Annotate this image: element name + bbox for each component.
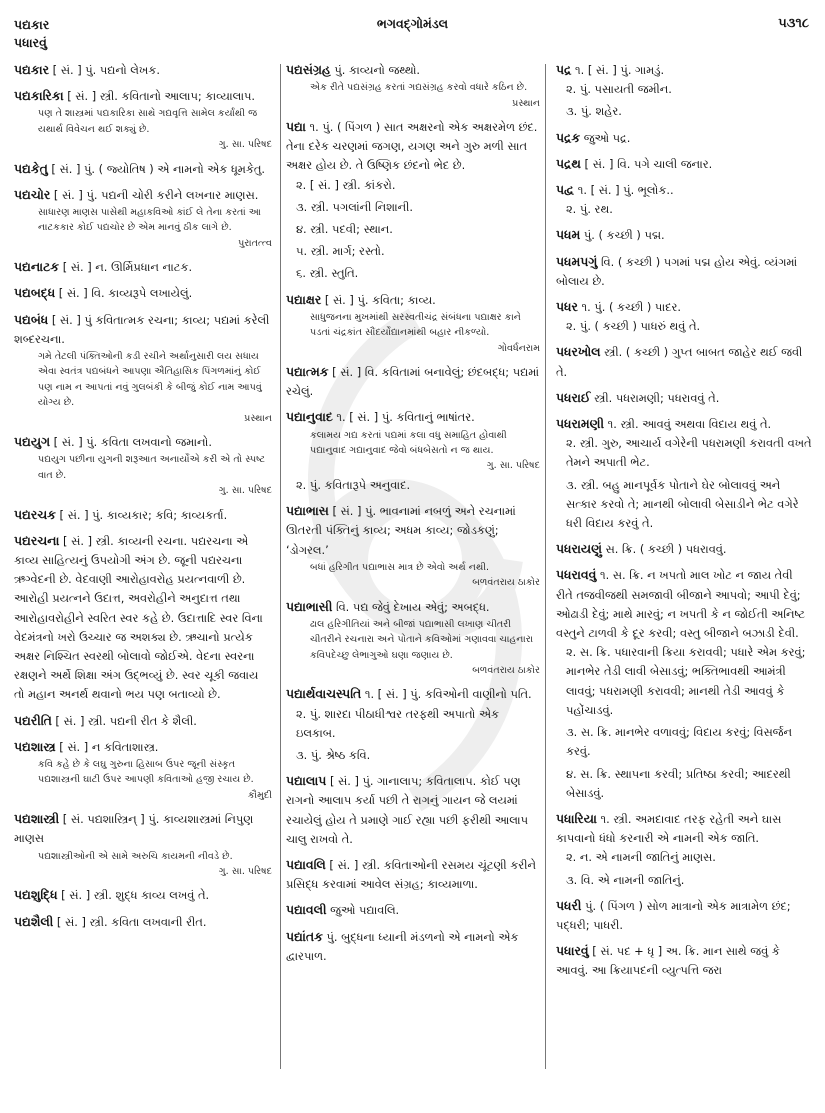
headword: પદ્યાવલિ	[286, 856, 326, 872]
dictionary-entry	[556, 809, 812, 890]
dictionary-entry	[556, 225, 812, 245]
column-3	[556, 60, 812, 987]
quote-text: ઢાલ હરિગીતિયાં અને બીજાં પદ્યાભાસી લખાણ ચીતરી ચીતરીને રચનારા અને પોતાને કવિઓમાં ગણાવવા ચાહનારા કવિપદેચ્છુ લેભાગુઓ ઘણા જણાય છે.	[310, 618, 534, 661]
dictionary-entry	[556, 539, 812, 559]
dictionary-entry	[286, 771, 540, 849]
headword: પધમપગું	[556, 253, 598, 269]
headword: પદ્યકારિકા	[14, 88, 64, 104]
definition: [ સં. ] પું કવિતાત્મક રચના; કાવ્ય; પદ્યમાં કરેલી શબ્દરચના.	[14, 312, 270, 346]
sense: ૨. [ સં. ] સ્ત્રી. કાંકરો.	[296, 177, 396, 192]
definition: જુઓ પદ્ર.	[583, 130, 631, 145]
definition: ૧. [ સં. ] પું. ભૂલોક..	[577, 183, 674, 198]
quote-text: પદ્યયુગ પછીના યુગની શરૂઆત અનાર્યોએ કરી એ તો સ્પષ્ટ વાત છે.	[38, 454, 266, 481]
definition: ૧. સ્ત્રી. આવવું અથવા વિદાય થવું તે.	[607, 417, 772, 432]
sense: ૩. સ્ત્રી. બહુ માનપૂર્વક પોતાને ઘેર બોલાવવું અને સત્કાર કરવો તે; માનથી બોલાવી બેસાડીને ભેટ વગેરે ધરી વિદાય કરવું તે.	[566, 477, 799, 531]
sense: ૨. પું. રથ.	[566, 202, 613, 217]
usage-quote	[14, 349, 272, 426]
definition: [ સં. ] પું. પદ્યની ચોરી કરીને લખનાર માણસ.	[53, 187, 259, 202]
dictionary-entry	[286, 855, 540, 894]
dictionary-entry	[14, 283, 272, 303]
headword: પદ્યબંધ	[14, 311, 49, 327]
column-divider	[280, 64, 281, 1069]
usage-quote	[14, 757, 272, 803]
sense: ૨. સ. ક્રિ. પધારવાની ક્રિયા કરાવવી; પધારે એમ કરવું; માનભેર તેડી લાવી બેસાડવું; ભક્તિભાવથી આમંત્રી લાવવું; પધરામણી કરાવવી; માનથી તેડી આવવું કે પહોંચાડવું.	[566, 645, 806, 717]
dictionary-entry	[14, 159, 272, 179]
headword: પદ્યશાસ્ત્રી	[14, 811, 60, 827]
dictionary-entry	[556, 342, 812, 381]
headword: પદ્યશુદ્ધિ	[14, 887, 58, 903]
definition: પું. બુદ્ધના ધ્યાની મંડળનો એ નામનો એક દ્વારપાળ.	[286, 929, 519, 963]
headword: પદ્યરીતિ	[14, 712, 52, 728]
sense: ૨. સ્ત્રી. ગુરુ, આચાર્ય વગેરેની પધરામણી કરાવતી વખતે તેમને અપાતી ભેટ.	[566, 436, 812, 470]
sense: ૩. પું. શહેર.	[566, 104, 622, 119]
dictionary-entry	[286, 684, 540, 765]
definition: સ્ત્રી. પધરામણી; પધરાવવું તે.	[594, 390, 720, 405]
sense: ૩. સ્ત્રી. પગલાંની નિશાની.	[296, 199, 414, 214]
headword: પદ્યકાર	[14, 62, 50, 77]
definition: જુઓ પદ્યાવલિ.	[330, 903, 400, 918]
quote-text: સાધુજનના મુખમાંથી સરસ્વતીચંદ્ર સંબંધના પદ્યાક્ષર કાને પડતાં ચંદ્રકાંત સૌંદર્યોદ્યાનમાંથી બહાર નીકળ્યો.	[310, 311, 521, 339]
quote-source: કૌમુદી	[247, 789, 272, 801]
usage-quote	[14, 205, 272, 251]
headword: પદ્ર	[556, 62, 572, 77]
dictionary-entry	[14, 310, 272, 426]
quote-text: ગમે તેટલી પંક્તિઓની કડી રચીને અર્થાનુસારી લય સધાય એવા સ્વતંત્ર પદ્યબંધને આપણા ઐતિહાસિક પિંગળમાંનું કોઈ પણ નામ ન આપતાં નવું ગુલબંકી કે બીજું કોઈ નામ આપવું યોગ્ય છે.	[38, 351, 262, 409]
headword: પદ્યાક્ષર	[286, 291, 322, 307]
sense: ૩. સ. ક્રિ. માનભેર વળાવવું; વિદાય કરવું; વિસર્જન કરવું.	[566, 725, 792, 759]
dictionary-entry	[556, 414, 812, 533]
dictionary-entry	[286, 290, 540, 356]
quote-source: પુરાતત્ત્વ	[238, 237, 272, 249]
definition: [ સં. ] સ્ત્રી. કવિતાનો આલાપ; કાવ્યાલાપ.	[67, 89, 256, 104]
usage-quote	[286, 617, 540, 679]
headword: પદ્યબદ્ધ	[14, 285, 56, 301]
quote-text: પણ તે શાસ્ત્રમાં પદ્યકારિકા સાથે ગદ્યવૃત્તિ સામેલ કર્યાંથી જ યથાર્થ વિવેચન થઈ શક્યું છે.	[38, 108, 258, 135]
column-2	[286, 60, 540, 972]
definition: [ સં. પદ્યશાસ્ત્રિન્ ] પું. કાવ્યશાસ્ત્રમાં નિપુણ માણસ	[14, 812, 254, 846]
dictionary-entry	[286, 501, 540, 590]
dictionary-entry	[556, 388, 812, 408]
usage-quote	[286, 560, 540, 591]
headword: પદ્યાલાપ	[286, 773, 327, 789]
quote-source: પ્રસ્થાન	[244, 412, 272, 424]
definition: [ સં. ] ન. ઊર્મિપ્રધાન નાટક.	[62, 260, 193, 275]
dictionary-title: ભગવદ્ગોમંડલ	[376, 16, 449, 31]
quote-text: સાધારણ માણસ પાસેથી મહાકવિઓ કાંઈ લે તેના કરતાં આ નાટકકાર કોઈ પદ્યચોર છે એમ માનવું ઠીક લાગે છે.	[38, 207, 262, 234]
usage-quote	[286, 80, 540, 111]
definition: સ્ત્રી. ( કચ્છી ) ગુપ્ત બાબત જાહેર થઈ જવી તે.	[556, 345, 803, 379]
usage-quote	[14, 106, 272, 152]
definition: [ સં. ] પું. કાવ્યકાર; કવિ; કાવ્યકર્તા.	[59, 507, 228, 522]
page-header	[0, 0, 825, 56]
headword: પધારિયા	[556, 810, 597, 826]
headword: પધરી	[556, 897, 582, 913]
dictionary-entry	[556, 128, 812, 148]
headword: પદ્યાભાસી	[286, 598, 333, 614]
headword: પદ્યાત્મક	[286, 364, 329, 380]
dictionary-entry	[286, 60, 540, 111]
quote-source: ગુ. સા. પરિષદ	[486, 460, 540, 472]
dictionary-entry	[286, 362, 540, 401]
dictionary-entry	[286, 407, 540, 495]
quote-source: બળવંતરાય ઠાકોર	[472, 664, 540, 676]
headword: પદ્રક	[556, 129, 581, 145]
headword: પધરખોલ	[556, 344, 601, 360]
definition: [ સં. પદ + ધૃ ] અ. ક્રિ. માન સાથે જવું કે આવવું. આ ક્રિયાપદની વ્યુત્પત્તિ જરા	[556, 944, 780, 978]
dictionary-entry	[14, 257, 272, 277]
dictionary-entry	[14, 809, 272, 879]
headword: પધરાઈ	[556, 389, 591, 405]
definition: વિ. પદ્ય જેવું દેખાય એવું; અબદ્ધ.	[336, 599, 490, 614]
headword: પદ્યાનુવાદ	[286, 409, 333, 425]
headword: પદ્યાર્થવાચસ્પતિ	[286, 686, 362, 702]
dictionary-entry	[556, 297, 812, 336]
dictionary-entry	[14, 432, 272, 498]
sense: ૫. સ્ત્રી. માર્ગ; રસ્તો.	[296, 244, 385, 259]
quote-source: બળવંતરાય ઠાકોર	[472, 577, 540, 589]
headword: પદ્યયુગ	[14, 434, 51, 450]
sense: ૩. પું. શ્રેષ્ઠ કવિ.	[296, 747, 371, 762]
headword: પદ્યાભાસ	[286, 503, 329, 519]
definition: [ સં. ] સ્ત્રી. કવિતાઓની રસમય ચૂંટણી કરીને પ્રસિદ્ધ કરવામાં આવેલ સંગ્રહ; કાવ્યમાળા.	[286, 857, 536, 892]
sense: ૨. પું. કવિતારૂપે અનુવાદ.	[296, 477, 411, 492]
definition: ૧. [ સં. ] પું. કવિતાનું ભાષાંતર.	[336, 410, 475, 425]
guide-word-first: પદ્યકાર	[14, 17, 50, 32]
page-number: ૫૩૧૮	[778, 16, 809, 31]
definition: પું. ( પિંગળ ) સોળ માત્રાનો એક માત્રામેળ છંદ; પદ્ધરી; પાધરી.	[556, 898, 791, 932]
definition: ૧. [ સં. ] પું. કવિઓની વાણીનો પતિ.	[364, 687, 532, 702]
usage-quote	[14, 849, 272, 880]
definition: [ સં. ] વિ. કવિતામાં બનાવેલું; છંદબદ્ધ; પદ્યમાં રચેલું.	[286, 365, 540, 399]
quote-text: બધાં હરિગીત પદ્યાભાસ માત્ર છે એવો અર્થ નથી.	[310, 561, 490, 573]
column-divider	[545, 64, 546, 1069]
quote-source: ગુ. સા. પરિષદ	[218, 865, 272, 877]
headword: પદ્યચોર	[14, 186, 51, 202]
usage-quote	[286, 428, 540, 474]
dictionary-entry	[14, 885, 272, 905]
headword: પદ્યસંગ્રહ	[286, 62, 331, 77]
definition: ૧. સ્ત્રી. અમદાવાદ તરફ રહેતી અને ઘાસ કાપવાનો ધંધો કરનારી એ નામની એક જાતિ.	[556, 811, 782, 846]
headword: પધરામણી	[556, 416, 605, 432]
definition: [ સં. ] સ્ત્રી. કાવ્યની રચના. પદ્યરચના એ કાવ્ય સાહિત્યનું ઉપયોગી અંગ છે. જૂની પદ્યરચના ઋગ્વેદની છે. વેદવાણી આરોહાવરોહ પ્રયત્નવાળી છે. આરોહી પ્રયત્નને ઉદાત્ત, અવરોહીને અનુદાત્ત તથા આરોહાવરોહીને સ્વરિત સ્વર કહે છે. ઉદાત્તાદિ સ્વર વિના વેદમંત્રનો ખરો ઉચ્ચાર જ અશક્ય છે. ઋચાનો પ્રત્યેક અક્ષર નિશ્ચિત સ્વરથી બોલાવો જોઈએ. વેદના સ્વરના રક્ષણને અર્થે શિક્ષા અંગ ઉદ્ભવ્યું છે. સ્વર ચૂકી જવાય તો મહાન અનર્થ થવાનો ભય પણ બતાવ્યો છે.	[14, 533, 263, 702]
dictionary-entry	[556, 154, 812, 174]
column-1	[14, 60, 272, 938]
dictionary-entry	[286, 597, 540, 679]
headword: પદ્યરચક	[14, 506, 56, 522]
definition: [ સં. ] પું. ( જ્યોતિષ ) એ નામનો એક ધૂમકેતુ.	[51, 161, 266, 176]
dictionary-entry	[556, 896, 812, 935]
quote-text: કલામય ગદ્ય કરતાં પદ્યમાં કલા વધુ સમાહિત હોવાથી પદ્યાનુવાદ ગદ્યાનુવાદ જેવો બંધબેસતો ન જ થાય.	[310, 429, 507, 457]
headword: પદ્યા	[286, 119, 306, 135]
quote-text: પદ્યશાસ્ત્રીઓની એ સામે અરુચિ કાયમની નીવડે છે.	[38, 850, 233, 862]
quote-text: એક રીતે પદ્યસંગ્રહ કરતાં ગદ્યસંગ્રહ કરવો વધારે કઠિન છે.	[310, 82, 528, 94]
definition: [ સં. ] વિ. પગે ચાલી જનાર.	[584, 156, 713, 171]
definition: ૧. સ. ક્રિ. ન ખપતો માલ ખોટ ન જાય તેવી રીતે તજવીજથી સમજાવી બીજાને આપવો; આપી દેવું; ઓઢાડી દેવું; માથે મારવું; ન ખપતી કે ન જોઈતી અનિષ્ટ વસ્તુને ટાળવી કે દૂર કરવી; વસ્તુ બીજાને બઝાડી દેવી.	[556, 568, 805, 641]
headword: પધરાયણું	[556, 541, 602, 557]
headword: પદ્યાવલી	[286, 902, 327, 918]
definition: સ. ક્રિ. ( કચ્છી ) પધરાવવું.	[605, 542, 727, 557]
headword: પધરાવવું	[556, 567, 597, 583]
definition: [ સં. ] પું. કવિતા લખવાનો જમાનો.	[53, 435, 212, 450]
dictionary-entry	[286, 117, 540, 284]
sense: ૪. સ્ત્રી. પદવી; સ્થાન.	[296, 222, 393, 237]
definition: [ સં. ] સ્ત્રી. કવિતા લખવાની રીત.	[56, 914, 207, 929]
dictionary-entry	[556, 941, 812, 980]
dictionary-entry	[14, 737, 272, 803]
dictionary-entry	[286, 927, 540, 966]
dictionary-entry	[14, 912, 272, 932]
dictionary-entry	[556, 60, 812, 122]
dictionary-entry	[14, 60, 272, 80]
usage-quote	[14, 452, 272, 498]
dictionary-entry	[14, 505, 272, 525]
headword: પધારવું	[556, 943, 589, 959]
dictionary-entry	[556, 180, 812, 219]
quote-source: ગોવર્ધનરામ	[497, 342, 540, 354]
headword: પદ્યનાટક	[14, 259, 60, 275]
sense: ૨. પું. ( કચ્છી ) પાધરું થવું તે.	[566, 319, 701, 334]
headword: પદ્યકેતુ	[14, 160, 48, 176]
definition: [ સં. ] ન કવિતાશાસ્ત્ર.	[59, 739, 159, 754]
headword: પદ્રથ	[556, 155, 581, 171]
definition: [ સં. ] પું. ભાવનામાં નબળું અને રચનામાં ઊતરતી પંક્તિનું કાવ્ય; અધમ કાવ્ય; જોડકણું; ‘ડોગરલ.’	[286, 504, 516, 557]
usage-quote	[286, 310, 540, 356]
quote-text: કવિ કહે છે કે લઘુ ગુરુના હિસાબ ઉપર જૂની સંસ્કૃત પદ્યશાસ્ત્રની ઘાટી ઉપર આપણી કવિતાઓ હજી રચાય છે.	[38, 758, 254, 786]
definition: [ સં. ] સ્ત્રી. પદ્યની રીત કે શૈલી.	[55, 713, 197, 728]
guide-word-last: પધારવું	[14, 35, 47, 50]
headword: પદ્યરચના	[14, 532, 60, 548]
definition: [ સં. ] સ્ત્રી. શુદ્ધ કાવ્ય લખવું તે.	[61, 888, 210, 903]
definition: ૧. [ સં. ] પું. ગામડું.	[575, 63, 665, 77]
headword: પદ્વ	[556, 182, 575, 198]
quote-source: પ્રસ્થાન	[512, 97, 540, 109]
sense: ૨. પું. પસાયતી જમીન.	[566, 82, 672, 97]
quote-source: ગુ. સા. પરિષદ	[218, 139, 272, 151]
sense: ૨. ન. એ નામની જાતિનું માણસ.	[566, 850, 716, 865]
definition: [ સં. ] પું. કવિતા; કાવ્ય.	[324, 292, 436, 307]
headword: પદ્યાંતક	[286, 928, 323, 944]
sense: ૩. વિ. એ નામની જાતિનું.	[566, 872, 685, 887]
sense: ૬. સ્ત્રી. સ્તુતિ.	[296, 266, 359, 281]
headword: પધર	[556, 299, 578, 315]
definition: વિ. ( કચ્છી ) પગમાં પદ્મ હોય એવું. વ્યંગમાં બોલાય છે.	[556, 254, 798, 288]
definition: પું. ( કચ્છી ) પદ્મ.	[583, 228, 665, 243]
dictionary-entry	[14, 86, 272, 152]
definition: [ સં. ] પું. ગાનાલાપ; કવિતાલાપ. કોઈ પણ રાગનો આલાપ કર્યા પછી તે રાગનું ગાયન જે લયમાં રચાયેલું હોય તે પ્રમાણે ગાઈ રહ્યા પછી ફરીથી આલાપ ચાલુ રાખવો તે.	[286, 774, 528, 846]
definition: પું. કાવ્યનો જથ્થો.	[334, 63, 421, 77]
headword: પધમ	[556, 227, 581, 243]
dictionary-entry	[14, 185, 272, 251]
dictionary-entry	[556, 252, 812, 291]
definition: [ સં. ] પું. પદ્યનો લેખક.	[52, 63, 160, 77]
definition: [ સં. ] વિ. કાવ્યરૂપે લખાયેલું.	[58, 286, 193, 301]
sense: ૨. પું. શારદા પીઠાધીશ્વર તરફથી અપાતો એક ઇલકાબ.	[296, 706, 500, 740]
definition: ૧. પું. ( પિંગળ ) સાત અક્ષરનો એક અક્ષરમેળ છંદ. તેના દરેક ચરણમાં જગણ, યગણ અને ગુરુ મળી સાત અક્ષર હોય છે. તે ઉષ્ણિક છંદનો ભેદ છે.	[286, 120, 538, 173]
dictionary-entry	[14, 711, 272, 731]
dictionary-entry	[286, 900, 540, 920]
dictionary-entry	[556, 565, 812, 802]
definition: ૧. પું. ( કચ્છી ) પાદર.	[581, 300, 681, 315]
quote-source: ગુ. સા. પરિષદ	[218, 485, 272, 497]
headword: પદ્યશૈલી	[14, 913, 54, 929]
sense: ૪. સ. ક્રિ. સ્થાપના કરવી; પ્રતિષ્ઠા કરવી; આદરથી બેસાડવું.	[566, 766, 791, 800]
dictionary-entry	[14, 531, 272, 705]
headword: પદ્યશાસ્ત્ર	[14, 738, 56, 754]
